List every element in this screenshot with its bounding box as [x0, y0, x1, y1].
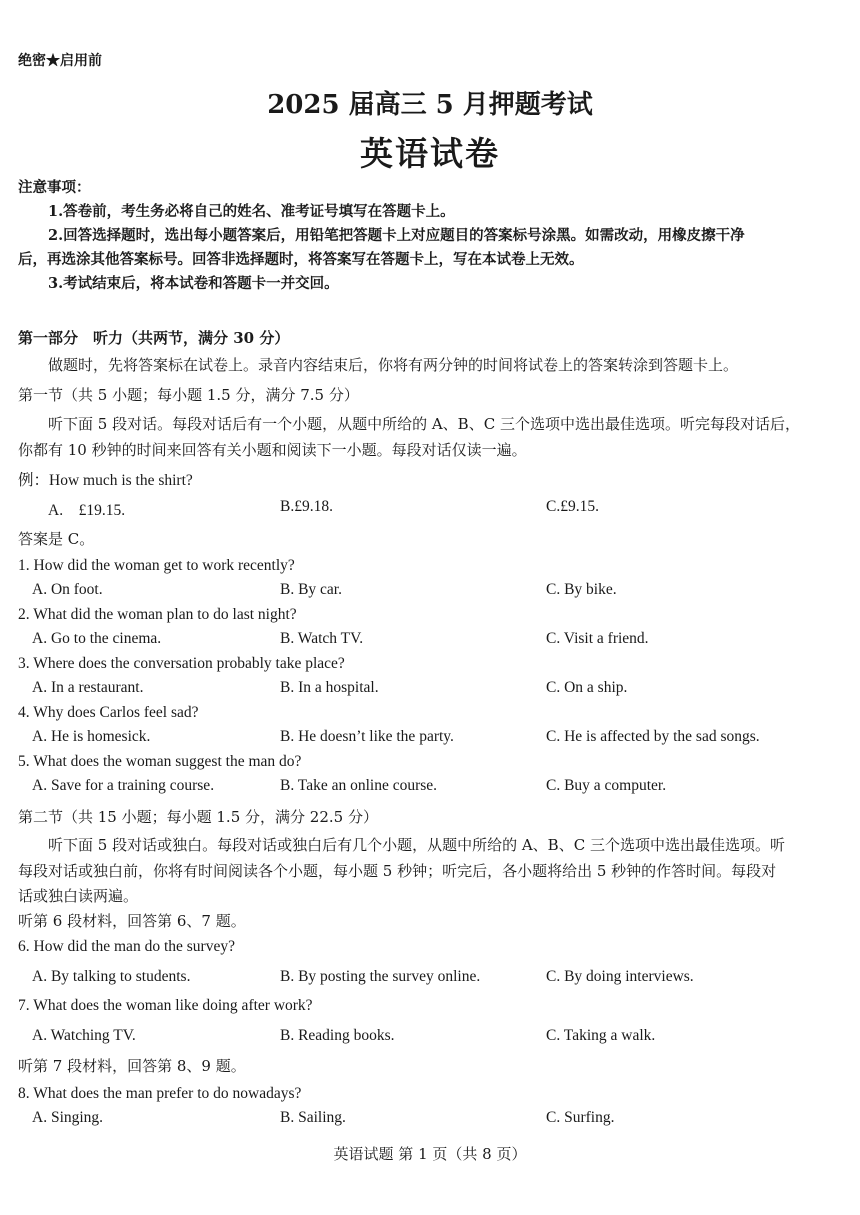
- question-8: 8. What does the man prefer to do nowadays?: [18, 1085, 302, 1102]
- note-item: 3.考试结束后，将本试卷和答题卡一并交回。: [48, 275, 339, 292]
- notes-heading: 注意事项：: [18, 179, 91, 196]
- option-4c: C. He is affected by the sad songs.: [546, 728, 760, 745]
- exam-subtitle: 英语试卷: [360, 134, 500, 173]
- confidential-mark: 绝密★启用前: [18, 53, 102, 69]
- example-answer: 答案是 C。: [18, 530, 95, 548]
- material-6-label: 听第 6 段材料，回答第 6、7 题。: [18, 912, 246, 930]
- option-4a: A. He is homesick.: [32, 728, 151, 745]
- question-1: 1. How did the woman get to work recently?: [18, 557, 295, 574]
- option-7a: A. Watching TV.: [32, 1027, 136, 1044]
- page-footer: 英语试题 第 1 页（共 8 页）: [333, 1145, 527, 1163]
- section2-heading: 第二节（共 15 小题；每小题 1.5 分，满分 22.5 分）: [18, 808, 378, 826]
- note-item: 1.答卷前，考生务必将自己的姓名、准考证号填写在答题卡上。: [48, 203, 455, 220]
- option-8b: B. Sailing.: [280, 1109, 346, 1126]
- note-item: 2.回答选择题时，选出每小题答案后，用铅笔把答题卡上对应题目的答案标号涂黑。如需改动，用橡皮擦干净: [48, 227, 745, 244]
- option-7c: C. Taking a walk.: [546, 1027, 656, 1044]
- question-4: 4. Why does Carlos feel sad?: [18, 704, 199, 721]
- question-5: 5. What does the woman suggest the man do?: [18, 753, 302, 770]
- option-6a: A. By talking to students.: [32, 968, 191, 985]
- section1-instruction: 听下面 5 段对话。每段对话后有一个小题，从题中所给的 A、B、C 三个选项中选出最佳选项。听完每段对话后，: [48, 415, 800, 433]
- option-5a: A. Save for a training course.: [32, 777, 215, 794]
- section2-instruction: 话或独白读两遍。: [18, 887, 139, 905]
- question-7: 7. What does the woman like doing after work?: [18, 997, 313, 1014]
- option-5b: B. Take an online course.: [280, 777, 438, 794]
- section2-instruction: 听下面 5 段对话或独白。每段对话或独白后有几个小题，从题中所给的 A、B、C 三个选项中选出最佳选项。听: [48, 836, 785, 854]
- option-2a: A. Go to the cinema.: [32, 630, 162, 647]
- option-1c: C. By bike.: [546, 581, 617, 598]
- example-option-a: A. £19.15.: [48, 502, 126, 519]
- question-6: 6. How did the man do the survey?: [18, 938, 235, 955]
- note-item: 后，再选涂其他答案标号。回答非选择题时，将答案写在答题卡上，写在本试卷上无效。: [18, 251, 584, 268]
- option-2b: B. Watch TV.: [280, 630, 364, 647]
- material-7-label: 听第 7 段材料，回答第 8、9 题。: [18, 1057, 246, 1075]
- section1-heading: 第一节（共 5 小题；每小题 1.5 分，满分 7.5 分）: [18, 386, 359, 404]
- question-3: 3. Where does the conversation probably take place?: [18, 655, 345, 672]
- option-8a: A. Singing.: [32, 1109, 104, 1126]
- option-7b: B. Reading books.: [280, 1027, 395, 1044]
- example-question: 例：How much is the shirt?: [18, 472, 193, 489]
- option-5c: C. Buy a computer.: [546, 777, 667, 794]
- example-option-b: B.£9.18.: [280, 498, 333, 515]
- part1-instruction: 做题时，先将答案标在试卷上。录音内容结束后，你将有两分钟的时间将试卷上的答案转涂到答题卡上。: [48, 356, 739, 374]
- part1-heading: 第一部分 听力（共两节，满分 30 分）: [18, 329, 290, 347]
- exam-title: 2025 届高三 5 月押题考试: [267, 90, 593, 120]
- example-option-c: C.£9.15.: [546, 498, 599, 515]
- option-6c: C. By doing interviews.: [546, 968, 694, 985]
- option-4b: B. He doesn’t like the party.: [280, 728, 454, 745]
- option-3c: C. On a ship.: [546, 679, 628, 696]
- option-3a: A. In a restaurant.: [32, 679, 144, 696]
- section1-instruction: 你都有 10 秒钟的时间来回答有关小题和阅读下一小题。每段对话仅读一遍。: [18, 441, 527, 459]
- option-1a: A. On foot.: [32, 581, 103, 598]
- question-2: 2. What did the woman plan to do last night?: [18, 606, 297, 623]
- option-6b: B. By posting the survey online.: [280, 968, 481, 985]
- option-2c: C. Visit a friend.: [546, 630, 649, 647]
- section2-instruction: 每段对话或独白前，你将有时间阅读各个小题，每小题 5 秒钟；听完后，各小题将给出 5 秒钟的作答时间。每段对: [18, 862, 777, 880]
- option-3b: B. In a hospital.: [280, 679, 379, 696]
- option-8c: C. Surfing.: [546, 1109, 615, 1126]
- option-1b: B. By car.: [280, 581, 342, 598]
